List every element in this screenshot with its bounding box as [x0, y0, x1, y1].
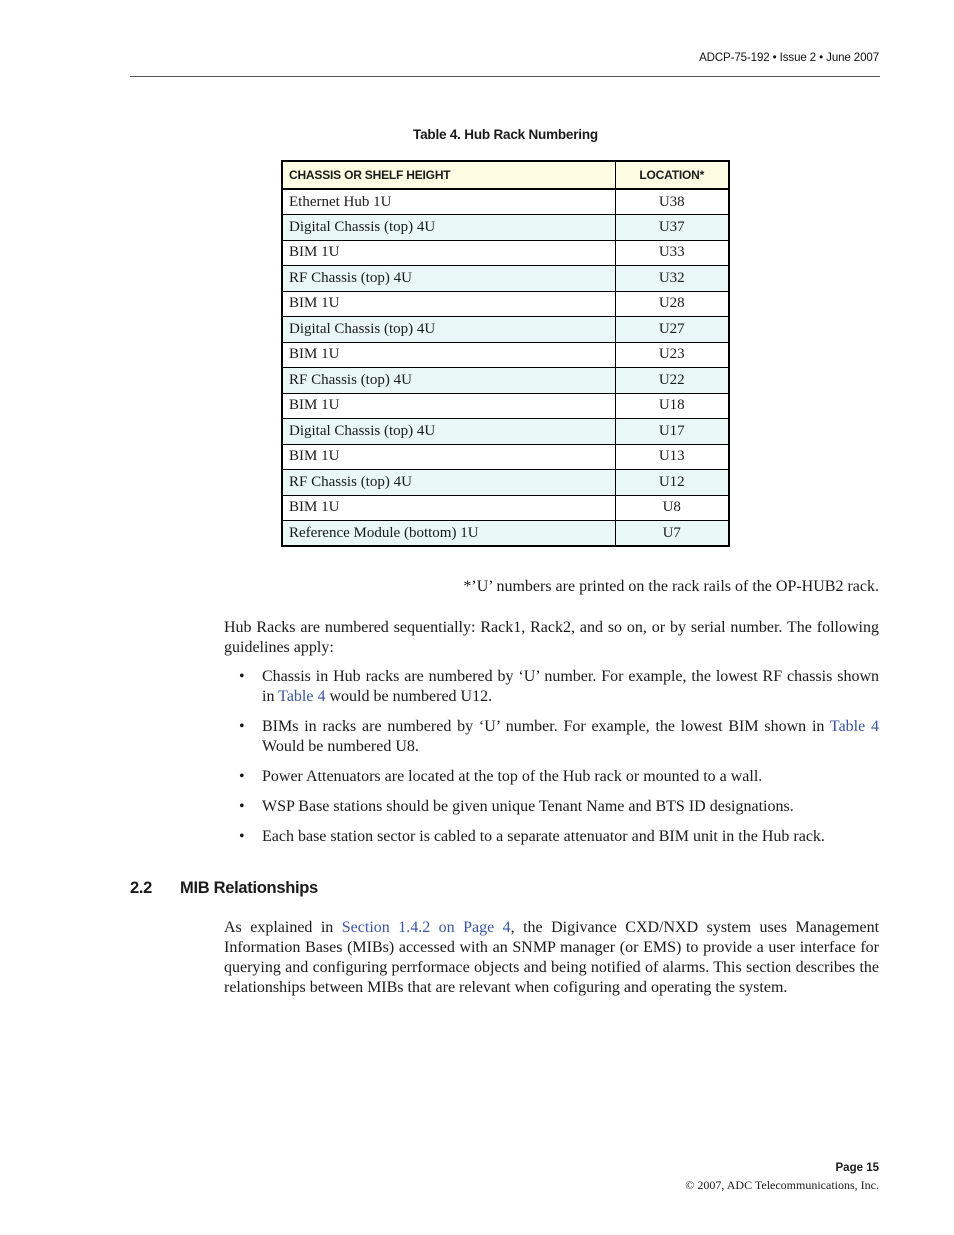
list-item: [238, 717, 879, 757]
chassis-cell: BIM 1U: [282, 342, 615, 368]
copyright: © 2007, ADC Telecommunications, Inc.: [685, 1178, 879, 1192]
chassis-cell: BIM 1U: [282, 393, 615, 419]
bullet-icon: •: [239, 718, 245, 735]
list-item: [238, 767, 879, 787]
page-number: Page 15: [835, 1162, 879, 1174]
paragraph-text: As explained in: [224, 919, 342, 936]
chassis-cell: Digital Chassis (top) 4U: [282, 317, 615, 343]
table-row: [282, 266, 729, 292]
chassis-cell: BIM 1U: [282, 444, 615, 470]
column-header-location: LOCATION*: [615, 161, 729, 189]
bullet-text: would be numbered U12.: [325, 688, 493, 705]
chassis-cell: BIM 1U: [282, 240, 615, 266]
bullet-text: Power Attenuators are located at the top of the Hub rack or mounted to a wall.: [262, 768, 763, 785]
table-row: [282, 317, 729, 343]
table-body: [282, 189, 729, 546]
table-row: [282, 291, 729, 317]
chassis-cell: Digital Chassis (top) 4U: [282, 419, 615, 445]
bullet-icon: •: [239, 668, 245, 685]
paragraph-text: , the Digivance CXD/NXD system uses Management Information Bases (MIBs) accessed with an SNMP manager (or EMS) to provide a user interface for querying and configuring perrformace objects and being notified of alarms. This section describes the relationships between MIBs that are relevant when cofiguring and operating the system.: [224, 919, 880, 996]
section-heading: [130, 879, 318, 898]
location-cell: U23: [615, 342, 729, 368]
table-caption: Table 4. Hub Rack Numbering: [413, 127, 598, 142]
column-header-chassis: CHASSIS OR SHELF HEIGHT: [282, 161, 615, 189]
table-row: [282, 342, 729, 368]
table-row: [282, 444, 729, 470]
bullet-text: BIMs in racks are numbered by ‘U’ number. For example, the lowest BIM shown in: [262, 718, 830, 735]
bullet-text: Each base station sector is cabled to a separate attenuator and BIM unit in the Hub rack.: [262, 828, 825, 845]
location-cell: U8: [615, 495, 729, 521]
section-1-4-2-link[interactable]: Section 1.4.2 on Page 4: [341, 919, 511, 936]
chassis-cell: BIM 1U: [282, 291, 615, 317]
hub-rack-table: [281, 160, 730, 547]
location-cell: U7: [615, 521, 729, 547]
chassis-cell: Ethernet Hub 1U: [282, 189, 615, 215]
location-cell: U13: [615, 444, 729, 470]
table-footnote: *’U’ numbers are printed on the rack rails of the OP-HUB2 rack.: [463, 578, 879, 595]
table-header-row: [282, 161, 729, 189]
list-item: [238, 827, 879, 847]
location-cell: U27: [615, 317, 729, 343]
location-cell: U32: [615, 266, 729, 292]
list-item: [238, 797, 879, 817]
bullet-text: WSP Base stations should be given unique Tenant Name and BTS ID designations.: [262, 798, 794, 815]
section-number: 2.2: [130, 879, 153, 897]
location-cell: U28: [615, 291, 729, 317]
section-title: MIB Relationships: [180, 879, 318, 897]
table-row: [282, 470, 729, 496]
location-cell: U22: [615, 368, 729, 394]
table-row: [282, 240, 729, 266]
document-id: ADCP-75-192 • Issue 2 • June 2007: [699, 52, 879, 64]
table-row: [282, 368, 729, 394]
bullet-icon: •: [239, 828, 245, 845]
location-cell: U38: [615, 189, 729, 215]
table-row: [282, 215, 729, 241]
location-cell: U17: [615, 419, 729, 445]
chassis-cell: RF Chassis (top) 4U: [282, 266, 615, 292]
chassis-cell: Reference Module (bottom) 1U: [282, 521, 615, 547]
bullet-icon: •: [239, 768, 245, 785]
table-4-link[interactable]: Table 4: [278, 688, 326, 705]
location-cell: U18: [615, 393, 729, 419]
intro-paragraph: Hub Racks are numbered sequentially: Rack1, Rack2, and so on, or by serial number. The following guidelines apply:: [224, 619, 879, 656]
header-divider: [130, 76, 880, 77]
bullet-icon: •: [239, 798, 245, 815]
location-cell: U33: [615, 240, 729, 266]
guidelines-list: [238, 667, 879, 857]
section-paragraph: [224, 918, 879, 998]
table-row: [282, 521, 729, 547]
location-cell: U12: [615, 470, 729, 496]
table-4-link[interactable]: Table 4: [829, 718, 879, 735]
chassis-cell: Digital Chassis (top) 4U: [282, 215, 615, 241]
chassis-cell: RF Chassis (top) 4U: [282, 368, 615, 394]
table-row: [282, 495, 729, 521]
chassis-cell: BIM 1U: [282, 495, 615, 521]
bullet-text: Chassis in Hub racks are numbered by ‘U’ number. For example, the lowest RF chassis shown in: [262, 668, 879, 705]
location-cell: U37: [615, 215, 729, 241]
table-row: [282, 189, 729, 215]
table-row: [282, 419, 729, 445]
bullet-text: Would be numbered U8.: [262, 738, 419, 755]
table-row: [282, 393, 729, 419]
list-item: [238, 667, 879, 707]
chassis-cell: RF Chassis (top) 4U: [282, 470, 615, 496]
